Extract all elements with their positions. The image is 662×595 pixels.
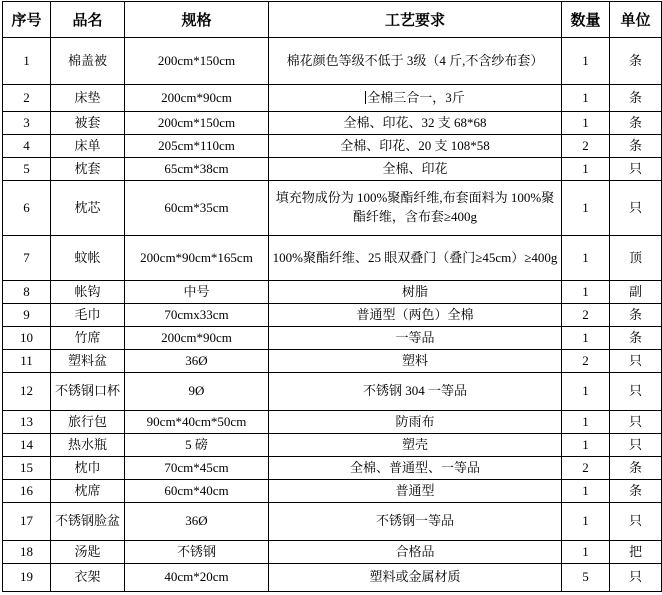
cell-spec[interactable]	[125, 327, 269, 350]
cell-no[interactable]	[3, 373, 51, 411]
cell-no[interactable]	[3, 350, 51, 373]
cell-spec-text: 9Ø	[188, 383, 205, 399]
table-row	[3, 236, 662, 281]
cell-name[interactable]	[51, 350, 125, 373]
cell-name-text: 塑料盆	[67, 352, 107, 368]
cell-qty[interactable]	[562, 38, 610, 85]
cell-requirements[interactable]	[269, 236, 562, 281]
cell-requirements[interactable]	[269, 327, 562, 350]
cell-unit[interactable]	[610, 281, 662, 304]
table-row	[3, 38, 662, 85]
column-header-spec-label: 规格	[181, 13, 212, 29]
cell-unit[interactable]	[610, 135, 662, 158]
cell-unit[interactable]	[610, 85, 662, 112]
cell-unit[interactable]	[610, 304, 662, 327]
cell-unit[interactable]	[610, 373, 662, 411]
cell-unit[interactable]	[610, 112, 662, 135]
column-header-qty-label: 数量	[570, 13, 601, 29]
cell-qty-text: 2	[582, 306, 589, 322]
table-row	[3, 541, 662, 564]
cell-no[interactable]	[3, 181, 51, 236]
cell-name-text: 枕套	[74, 160, 101, 176]
table-row	[3, 327, 662, 350]
column-header-unit-label: 单位	[620, 13, 651, 29]
cell-spec-text: 36Ø	[185, 513, 208, 529]
cell-no-text: 1	[23, 52, 30, 68]
cell-requirements[interactable]	[269, 457, 562, 480]
cell-name-text: 帐钩	[74, 283, 101, 299]
cell-name[interactable]	[51, 327, 125, 350]
cell-name[interactable]	[51, 181, 125, 236]
cell-spec[interactable]	[125, 503, 269, 541]
cell-no-text: 19	[20, 569, 33, 585]
cell-spec-text: 中号	[183, 283, 210, 299]
cell-unit[interactable]	[610, 480, 662, 503]
cell-spec[interactable]	[125, 564, 269, 592]
cell-requirements-text: 全棉、普通型、一等品	[349, 459, 480, 475]
cell-name[interactable]	[51, 480, 125, 503]
cell-name[interactable]	[51, 503, 125, 541]
cell-qty[interactable]	[562, 135, 610, 158]
cell-no[interactable]	[3, 434, 51, 457]
cell-unit-text: 副	[628, 283, 642, 299]
cell-no-text: 10	[20, 329, 33, 345]
cell-requirements[interactable]	[269, 373, 562, 411]
cell-unit-text: 把	[628, 543, 642, 559]
cell-unit-text: 条	[628, 329, 642, 345]
table-row	[3, 503, 662, 541]
cell-spec-text: 90cm*40cm*50cm	[146, 413, 247, 429]
cell-qty[interactable]	[562, 434, 610, 457]
cell-spec[interactable]	[125, 181, 269, 236]
column-header-name[interactable]	[51, 2, 125, 38]
column-header-no-label: 序号	[11, 13, 42, 29]
cell-name-text: 毛巾	[74, 306, 101, 322]
cell-spec[interactable]	[125, 236, 269, 281]
cell-spec[interactable]	[125, 112, 269, 135]
cell-name-text: 衣架	[74, 569, 101, 585]
column-header-no[interactable]	[3, 2, 51, 38]
cell-requirements-text: 不锈钢 304 一等品	[362, 383, 467, 399]
table-row	[3, 281, 662, 304]
cell-qty[interactable]	[562, 281, 610, 304]
cell-requirements-text: 防雨布	[395, 413, 435, 429]
cell-qty[interactable]	[562, 457, 610, 480]
column-header-name-label: 品名	[72, 13, 103, 29]
cell-unit-text: 条	[628, 114, 642, 130]
cell-spec-text: 200cm*150cm	[157, 114, 236, 130]
cell-spec[interactable]	[125, 135, 269, 158]
cell-no[interactable]	[3, 457, 51, 480]
cell-no[interactable]	[3, 135, 51, 158]
cell-spec-text: 60cm*40cm	[164, 482, 229, 498]
cell-unit-text: 只	[628, 352, 642, 368]
cell-no-text: 17	[20, 513, 33, 529]
cell-unit[interactable]	[610, 38, 662, 85]
cell-spec[interactable]	[125, 457, 269, 480]
cell-no[interactable]	[3, 236, 51, 281]
cell-requirements-text: 全棉、印花、20 支 108*58	[340, 137, 490, 153]
cell-no[interactable]	[3, 112, 51, 135]
cell-requirements[interactable]	[269, 85, 562, 112]
header-row	[3, 2, 662, 38]
cell-name-text: 棉盖被	[67, 52, 107, 68]
cell-unit-text: 只	[628, 160, 642, 176]
cell-spec[interactable]	[125, 480, 269, 503]
cell-spec-text: 70cm*45cm	[164, 459, 229, 475]
cell-qty[interactable]	[562, 350, 610, 373]
table-row	[3, 457, 662, 480]
cell-no-text: 11	[20, 352, 33, 368]
cell-no-text: 18	[20, 543, 33, 559]
cell-no-text: 16	[20, 482, 33, 498]
column-header-spec[interactable]	[125, 2, 269, 38]
cell-requirements[interactable]	[269, 411, 562, 434]
cell-unit[interactable]	[610, 327, 662, 350]
cell-unit-text: 只	[628, 436, 642, 452]
cell-requirements-text: 全棉三合一，3斤	[367, 89, 465, 105]
cell-qty[interactable]	[562, 304, 610, 327]
cell-requirements[interactable]	[269, 158, 562, 181]
cell-spec-text: 5 磅	[185, 436, 208, 452]
cell-requirements-text: 树脂	[401, 283, 428, 299]
cell-qty-text: 1	[582, 329, 589, 345]
cell-no[interactable]	[3, 564, 51, 592]
cell-qty[interactable]	[562, 411, 610, 434]
table-row	[3, 181, 662, 236]
cell-requirements[interactable]	[269, 281, 562, 304]
cell-name[interactable]	[51, 135, 125, 158]
cell-unit-text: 条	[628, 306, 642, 322]
cell-spec[interactable]	[125, 373, 269, 411]
cell-unit[interactable]	[610, 411, 662, 434]
cell-no-text: 5	[23, 160, 30, 176]
cell-requirements-text: 全棉、印花	[382, 160, 448, 176]
cell-unit[interactable]	[610, 503, 662, 541]
cell-requirements[interactable]	[269, 112, 562, 135]
cell-no[interactable]	[3, 85, 51, 112]
cell-spec-text: 不锈钢	[176, 543, 216, 559]
cell-qty[interactable]	[562, 181, 610, 236]
table-row	[3, 85, 662, 112]
column-header-requirements-label: 工艺要求	[384, 13, 445, 29]
cell-spec-text: 200cm*90cm	[161, 89, 232, 105]
cell-no-text: 9	[23, 306, 30, 322]
cell-qty-text: 1	[582, 436, 589, 452]
cell-spec-text: 200cm*150cm	[157, 52, 236, 68]
cell-name-text: 枕芯	[74, 199, 101, 215]
cell-qty-text: 1	[582, 52, 589, 68]
table-row	[3, 350, 662, 373]
cell-unit[interactable]	[610, 564, 662, 592]
table-row	[3, 564, 662, 592]
cell-no[interactable]	[3, 327, 51, 350]
cell-no-text: 4	[23, 137, 30, 153]
cell-spec-text: 36Ø	[185, 352, 208, 368]
table-row	[3, 411, 662, 434]
cell-spec[interactable]	[125, 85, 269, 112]
cell-requirements-text: 普通型	[395, 482, 435, 498]
cell-requirements[interactable]	[269, 304, 562, 327]
cell-qty[interactable]	[562, 158, 610, 181]
cell-no[interactable]	[3, 158, 51, 181]
cell-requirements-text: 塑壳	[401, 436, 428, 452]
cell-requirements-text: 塑料或金属材质	[369, 569, 461, 585]
cell-name-text: 旅行包	[67, 413, 107, 429]
cell-qty-text: 1	[582, 249, 589, 265]
cell-no-text: 7	[23, 249, 30, 265]
cell-no[interactable]	[3, 281, 51, 304]
cell-spec-text: 200cm*90cm*165cm	[140, 249, 253, 265]
table-row	[3, 373, 662, 411]
cell-name[interactable]	[51, 373, 125, 411]
column-header-requirements[interactable]	[269, 2, 562, 38]
cell-no-text: 12	[20, 383, 33, 399]
cell-name-text: 床垫	[74, 89, 101, 105]
cell-requirements[interactable]	[269, 434, 562, 457]
cell-qty-text: 1	[582, 114, 589, 130]
cell-unit-text: 只	[628, 199, 642, 215]
cell-qty-text: 1	[582, 160, 589, 176]
cell-no-text: 6	[23, 199, 30, 215]
cell-name[interactable]	[51, 434, 125, 457]
cell-qty-text: 1	[582, 513, 589, 529]
cell-no[interactable]	[3, 411, 51, 434]
cell-qty-text: 2	[582, 352, 589, 368]
cell-unit[interactable]	[610, 158, 662, 181]
cell-qty[interactable]	[562, 503, 610, 541]
cell-name[interactable]	[51, 158, 125, 181]
cell-spec-text: 60cm*35cm	[164, 199, 229, 215]
cell-name[interactable]	[51, 457, 125, 480]
cell-unit-text: 条	[628, 459, 642, 475]
cell-no-text: 8	[23, 283, 30, 299]
cell-name-text: 竹席	[74, 329, 101, 345]
cell-spec-text: 65cm*38cm	[164, 160, 229, 176]
cell-qty-text: 1	[582, 413, 589, 429]
cell-no-text: 13	[20, 413, 33, 429]
cell-qty-text: 1	[582, 283, 589, 299]
cell-requirements[interactable]	[269, 38, 562, 85]
cell-unit-text: 只	[628, 513, 642, 529]
cell-qty-text: 2	[582, 137, 589, 153]
cell-qty-text: 1	[582, 543, 589, 559]
supplies-table	[2, 1, 662, 592]
cell-name[interactable]	[51, 281, 125, 304]
column-header-qty[interactable]	[562, 2, 610, 38]
cell-unit-text: 条	[628, 89, 642, 105]
cell-spec[interactable]	[125, 350, 269, 373]
cell-unit[interactable]	[610, 457, 662, 480]
cell-requirements-text: 全棉、印花、32 支 68*68	[343, 114, 487, 130]
cell-spec[interactable]	[125, 411, 269, 434]
cell-unit[interactable]	[610, 541, 662, 564]
cell-requirements-text: 合格品	[395, 543, 435, 559]
cell-name-text: 蚊帐	[74, 249, 101, 265]
cell-name-text: 枕巾	[74, 459, 101, 475]
table-header	[3, 2, 662, 38]
cell-spec[interactable]	[125, 434, 269, 457]
cell-no[interactable]	[3, 38, 51, 85]
cell-unit-text: 顶	[628, 249, 642, 265]
cell-requirements-text: 塑料	[401, 352, 428, 368]
cell-requirements-text: 填充物成份为 100%聚酯纤维,布套面料为 100%聚酯纤维，含布套≥400g	[275, 190, 555, 224]
cell-requirements-text: 100%聚酯纤维、25 眼双叠门（叠门≥45cm）≥400g	[272, 249, 558, 265]
cell-requirements-text: 一等品	[395, 329, 435, 345]
cell-spec[interactable]	[125, 158, 269, 181]
table-row	[3, 112, 662, 135]
cell-spec[interactable]	[125, 304, 269, 327]
cell-qty-text: 1	[582, 383, 589, 399]
cell-qty[interactable]	[562, 85, 610, 112]
column-header-unit[interactable]	[610, 2, 662, 38]
cell-qty[interactable]	[562, 541, 610, 564]
cell-name[interactable]	[51, 112, 125, 135]
cell-no[interactable]	[3, 541, 51, 564]
cell-spec[interactable]	[125, 38, 269, 85]
cell-requirements[interactable]	[269, 503, 562, 541]
cell-requirements[interactable]	[269, 480, 562, 503]
cell-no-text: 14	[20, 436, 33, 452]
cell-requirements[interactable]	[269, 181, 562, 236]
cell-spec-text: 70cmx33cm	[164, 306, 229, 322]
table-row	[3, 480, 662, 503]
cell-qty[interactable]	[562, 327, 610, 350]
cell-name-text: 不锈钢口杯	[54, 383, 120, 399]
cell-qty-text: 1	[582, 89, 589, 105]
cell-spec-text: 40cm*20cm	[164, 569, 229, 585]
cell-name-text: 汤匙	[74, 543, 101, 559]
cell-unit-text: 只	[628, 413, 642, 429]
cell-qty[interactable]	[562, 480, 610, 503]
cell-spec[interactable]	[125, 541, 269, 564]
cell-spec-text: 200cm*90cm	[161, 329, 232, 345]
table-row	[3, 304, 662, 327]
cell-requirements-text: 棉花颜色等级不低于 3级（4 斤,不含纱布套）	[286, 52, 544, 68]
cell-spec[interactable]	[125, 281, 269, 304]
cell-unit-text: 只	[628, 569, 642, 585]
cell-no[interactable]	[3, 480, 51, 503]
cell-qty[interactable]	[562, 236, 610, 281]
cell-no-text: 3	[23, 114, 30, 130]
cell-unit-text: 条	[628, 482, 642, 498]
cell-name[interactable]	[51, 564, 125, 592]
cell-name[interactable]	[51, 85, 125, 112]
cell-qty-text: 2	[582, 459, 589, 475]
cell-qty[interactable]	[562, 112, 610, 135]
cell-name-text: 床单	[74, 137, 101, 153]
cell-name[interactable]	[51, 411, 125, 434]
cell-no-text: 15	[20, 459, 33, 475]
cell-requirements[interactable]	[269, 564, 562, 592]
cell-requirements[interactable]	[269, 350, 562, 373]
cell-unit[interactable]	[610, 350, 662, 373]
cell-qty[interactable]	[562, 373, 610, 411]
cell-requirements-text: 普通型（两色）全棉	[356, 306, 474, 322]
cell-unit[interactable]	[610, 236, 662, 281]
cell-name-text: 热水瓶	[67, 436, 107, 452]
cell-name[interactable]	[51, 38, 125, 85]
cell-spec-text: 205cm*110cm	[158, 137, 235, 153]
cell-unit[interactable]	[610, 434, 662, 457]
cell-requirements[interactable]	[269, 135, 562, 158]
cell-name[interactable]	[51, 304, 125, 327]
cell-unit-text: 条	[628, 52, 642, 68]
cell-qty-text: 5	[582, 569, 589, 585]
cell-name-text: 不锈钢脸盆	[54, 513, 120, 529]
table-row	[3, 158, 662, 181]
cell-qty-text: 1	[582, 482, 589, 498]
cell-qty-text: 1	[582, 199, 589, 215]
cell-name-text: 被套	[74, 114, 101, 130]
cell-qty[interactable]	[562, 564, 610, 592]
cell-unit-text: 只	[628, 383, 642, 399]
cell-requirements-text: 不锈钢一等品	[375, 513, 454, 529]
cell-unit[interactable]	[610, 181, 662, 236]
table-row	[3, 434, 662, 457]
cell-unit-text: 条	[628, 137, 642, 153]
cell-name[interactable]	[51, 541, 125, 564]
cell-no[interactable]	[3, 304, 51, 327]
cell-no-text: 2	[23, 89, 30, 105]
cell-name-text: 枕席	[74, 482, 101, 498]
table-body	[3, 38, 662, 592]
cell-name[interactable]	[51, 236, 125, 281]
table-row	[3, 135, 662, 158]
cell-no[interactable]	[3, 503, 51, 541]
cell-requirements[interactable]	[269, 541, 562, 564]
